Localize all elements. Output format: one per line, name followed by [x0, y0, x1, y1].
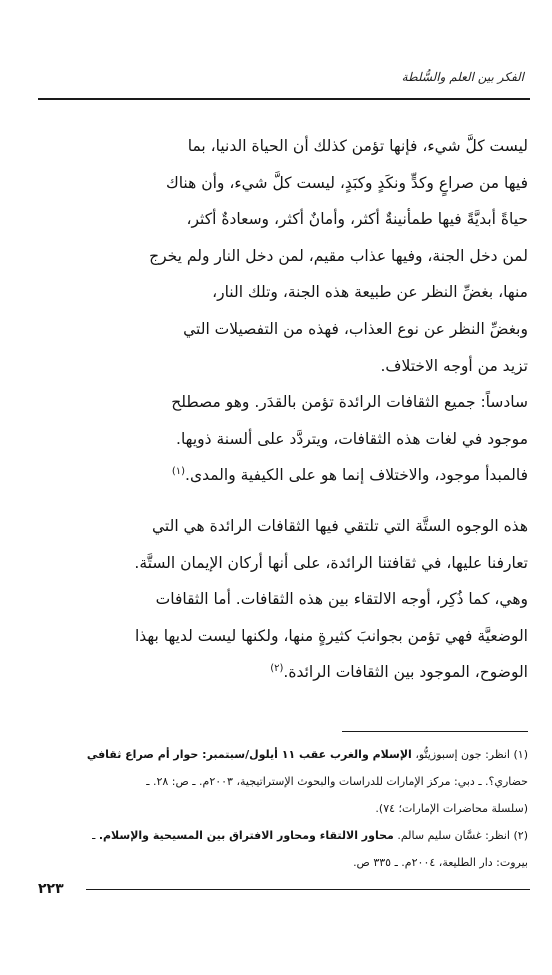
body-line: وهي، كما ذُكِر، أوجه الالتقاء بين هذه الثقافات. أما الثقافات — [155, 590, 528, 609]
footnote-title: الإسلام والغرب عقب ١١ أيلول/سبتمبر: حوار أم صراع ثقافي — [86, 748, 412, 761]
body-line: تعارفنا عليها، في ثقافتنا الرائدة، على أنها أركان الإيمان الستَّة. — [134, 553, 528, 572]
body-line: تزيد من أوجه الاختلاف. — [380, 356, 528, 375]
footnote-rule — [342, 731, 528, 732]
footnote-1-line-3: (سلسلة محاضرات الإمارات؛ ٧٤). — [375, 802, 528, 815]
body-line-text: فالمبدأ موجود، والاختلاف إنما هو على الكيفية والمدى. — [185, 466, 528, 485]
body-line: سادساً: جميع الثقافات الرائدة تؤمن بالقدَر. وهو مصطلح — [171, 393, 528, 412]
page-footer — [38, 879, 530, 899]
body-line: فيها من صراعٍ وكدٍّ ونكَدٍ وكبَدٍ، ليست كلَّ شيء، وأن هناك — [165, 173, 528, 192]
body-line-text: الوضوح، الموجود بين الثقافات الرائدة. — [283, 663, 528, 682]
footnote-number: (١) — [513, 748, 528, 761]
footnote-tail: ـ — [92, 829, 96, 842]
footnote-number: (٢) — [513, 829, 528, 842]
running-header: الفكر بين العلم والسُّلطة — [401, 70, 524, 84]
footnote-title: محاور الالتقاء ومحاور الافتراق بين المسيحية والإسلام. — [98, 829, 394, 842]
body-line: حياةً أبديَّةً فيها طمأنينةٌ أكثر، وأمانٌ أكثر، وسعادةٌ أكثر، — [186, 210, 528, 229]
footnote-lead: انظر: غسَّان سليم سالم. — [397, 829, 510, 842]
footnote-1 — [30, 741, 528, 768]
footer-rule — [86, 889, 530, 890]
footnote-1-line-2: حضاري؟. ـ دبي: مركز الإمارات للدراسات والبحوث الإستراتيجية، ٢٠٠٣م. ـ ص: ٢٨. ـ — [146, 775, 528, 788]
footnotes — [30, 741, 528, 876]
footnote-ref-1[interactable]: (١) — [171, 466, 186, 478]
body-line — [36, 457, 528, 494]
body-line: وبغضِّ النظر عن نوع العذاب، فهذه من التفصيلات التي — [183, 319, 528, 338]
body-line: الوضعيَّة فهي تؤمن بجوانبَ كثيرةٍ منها، ولكنها ليست لديها بهذا — [134, 626, 528, 645]
body-line: منها، بغضِّ النظر عن طبيعة هذه الجنة، وتلك النار، — [212, 283, 528, 302]
page-number: ٢٢٣ — [38, 881, 64, 897]
body-text — [36, 128, 528, 691]
body-line: هذه الوجوه الستَّة التي تلتقي فيها الثقافات الرائدة هي التي — [152, 516, 528, 535]
body-line — [36, 654, 528, 691]
body-line: موجود في لغات هذه الثقافات، ويتردَّد على ألسنة ذويها. — [176, 429, 528, 448]
footnote-lead: انظر: جون إسبوزيتُّو، — [415, 748, 510, 761]
footnote-ref-2[interactable]: (٢) — [270, 663, 284, 675]
body-line: لمن دخل الجنة، وفيها عذاب مقيم، لمن دخل النار ولم يخرج — [149, 246, 528, 265]
footnote-2-line-2: بيروت: دار الطليعة، ٢٠٠٤م. ـ ٣٣٥ ص. — [353, 856, 528, 869]
body-line: ليست كلَّ شيء، فإنها تؤمن كذلك أن الحياة الدنيا، بما — [187, 137, 528, 155]
footnote-2 — [30, 822, 528, 849]
header-rule — [38, 98, 530, 100]
